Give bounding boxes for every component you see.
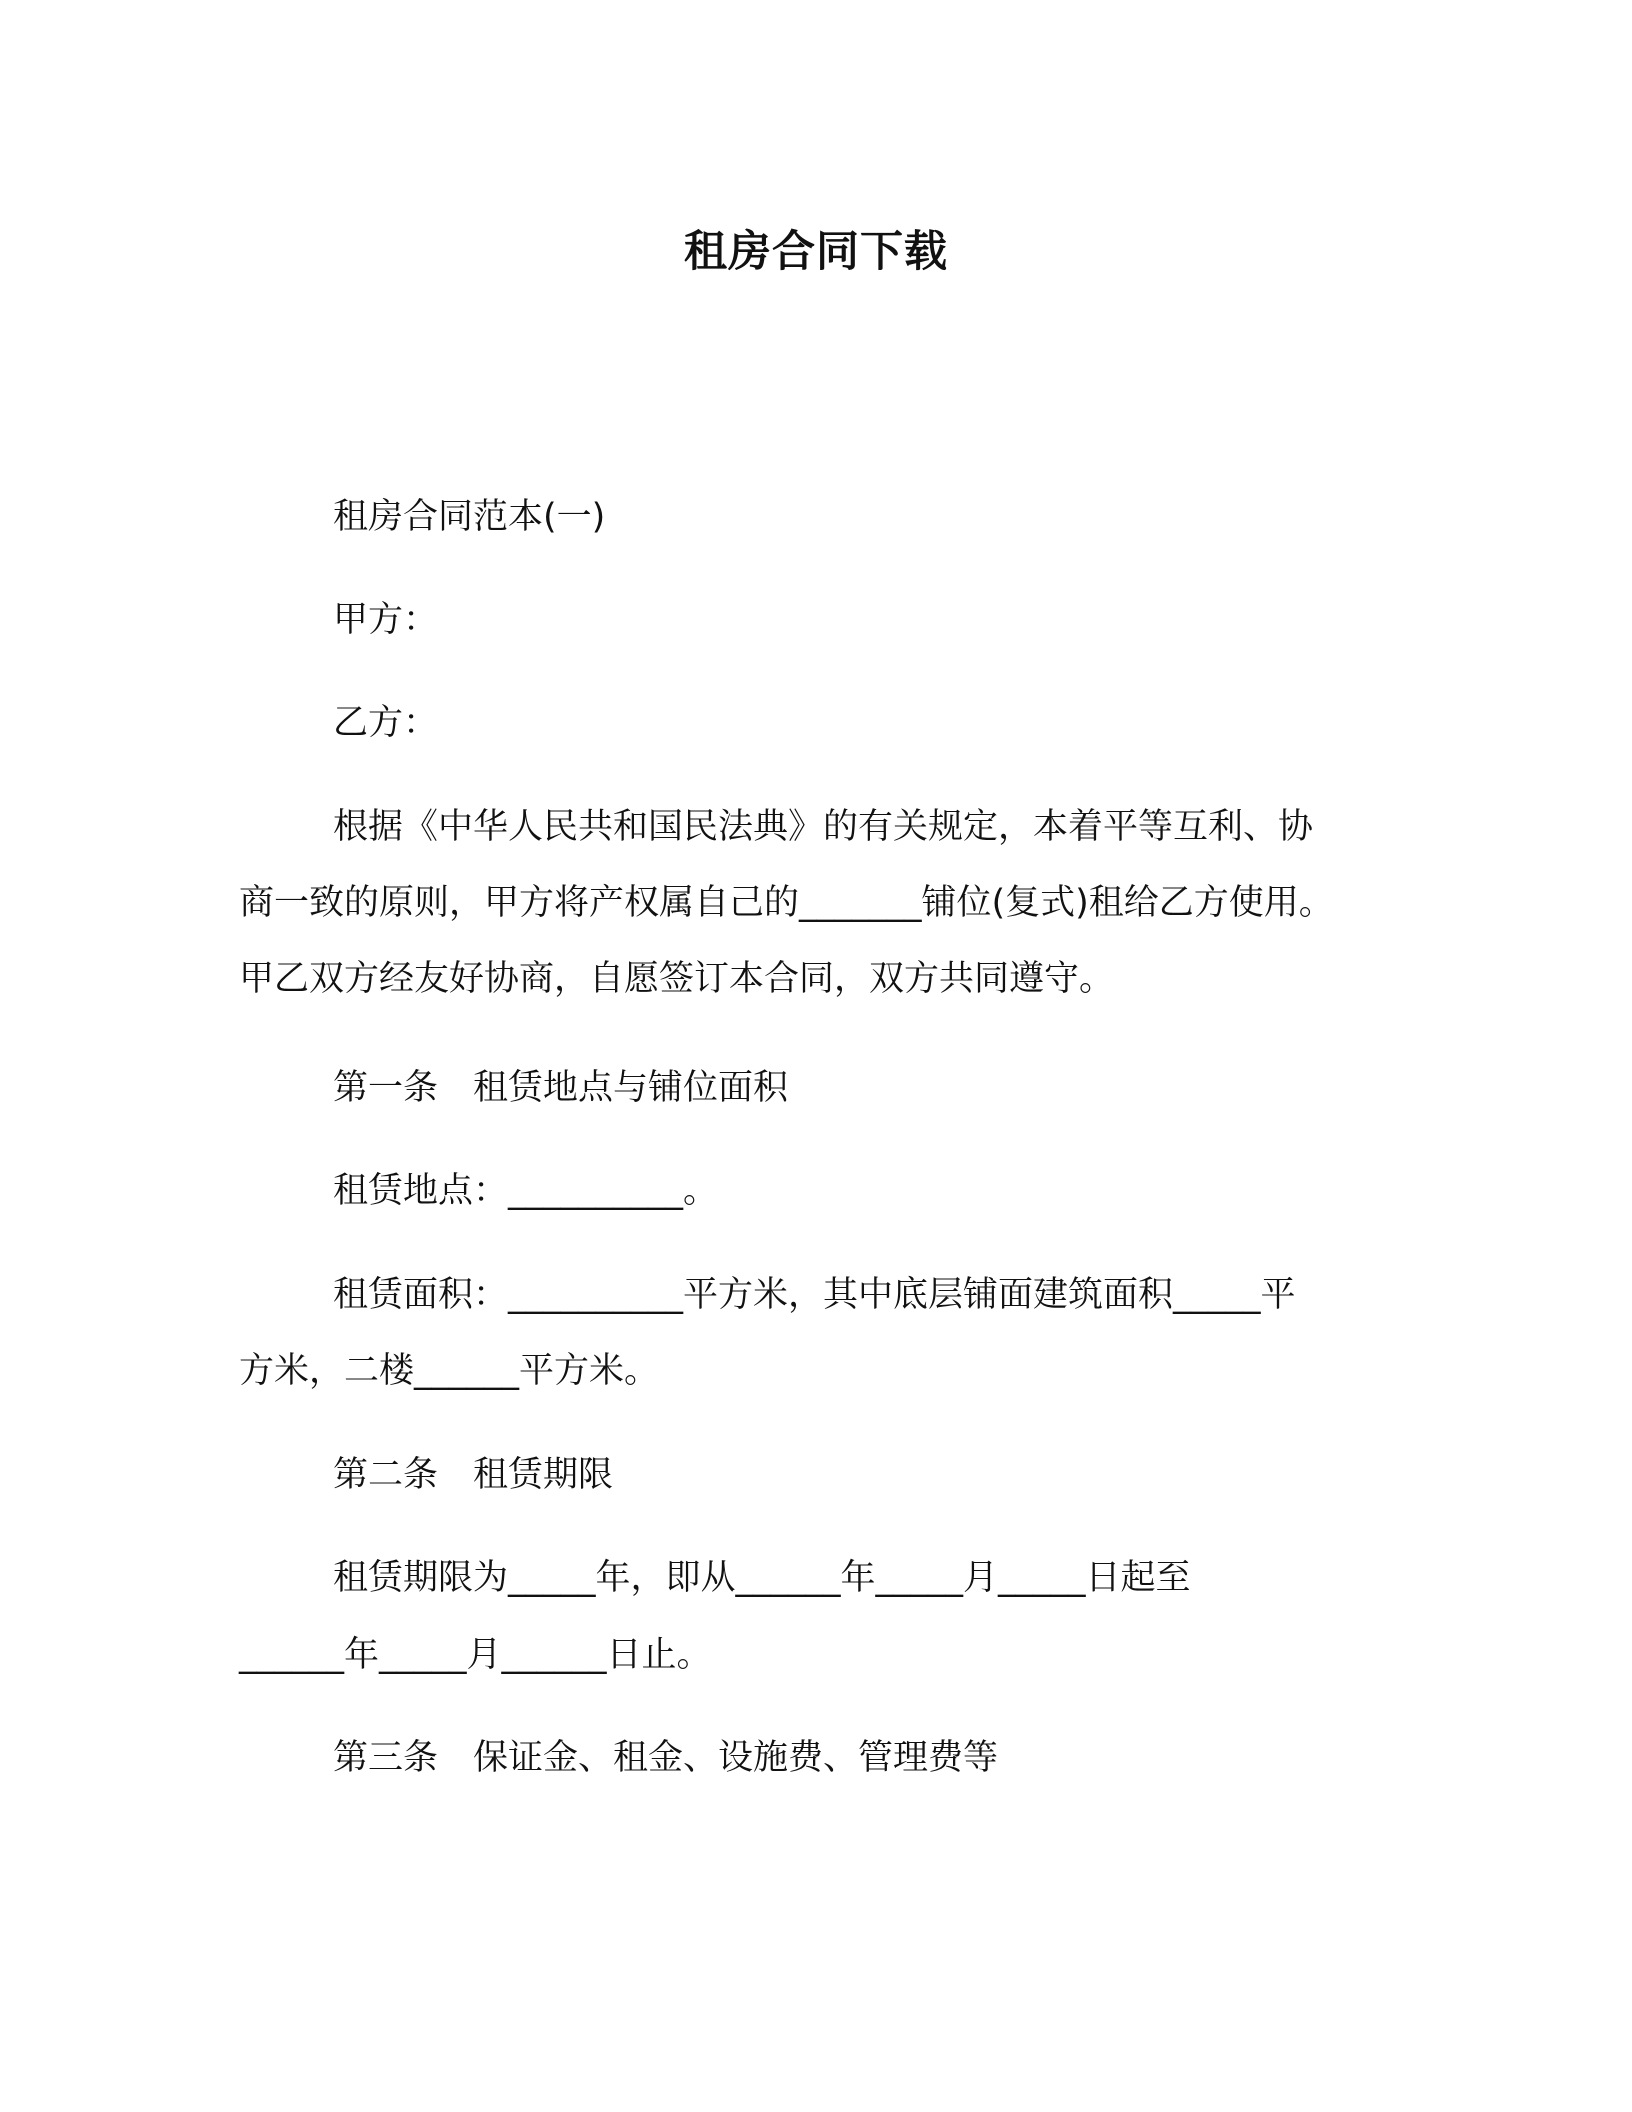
article-2-heading: 第二条 租赁期限 bbox=[333, 1455, 614, 1495]
lease-term-line-2: ______年_____月______日止。 bbox=[239, 1635, 712, 1675]
intro-line-2: 商一致的原则，甲方将产权属自己的_______铺位(复式)租给乙方使用。 bbox=[239, 883, 1334, 923]
lease-area-line-1: 租赁面积：__________平方米，其中底层铺面建筑面积_____平 bbox=[333, 1275, 1296, 1315]
intro-line-1: 根据《中华人民共和国民法典》的有关规定，本着平等互利、协 bbox=[333, 807, 1314, 847]
contract-subtitle: 租房合同范本(一) bbox=[333, 497, 606, 537]
lease-area-line-2: 方米，二楼______平方米。 bbox=[239, 1351, 660, 1391]
document-title: 租房合同下载 bbox=[684, 227, 948, 277]
lease-location: 租赁地点：__________。 bbox=[333, 1171, 719, 1211]
article-3-heading: 第三条 保证金、租金、设施费、管理费等 bbox=[333, 1738, 999, 1778]
article-1-heading: 第一条 租赁地点与铺位面积 bbox=[333, 1068, 789, 1108]
party-b-label: 乙方： bbox=[333, 703, 439, 743]
lease-term-line-1: 租赁期限为_____年，即从______年_____月_____日起至 bbox=[333, 1558, 1191, 1598]
intro-line-3: 甲乙双方经友好协商，自愿签订本合同，双方共同遵守。 bbox=[239, 959, 1115, 999]
party-a-label: 甲方： bbox=[333, 600, 439, 640]
